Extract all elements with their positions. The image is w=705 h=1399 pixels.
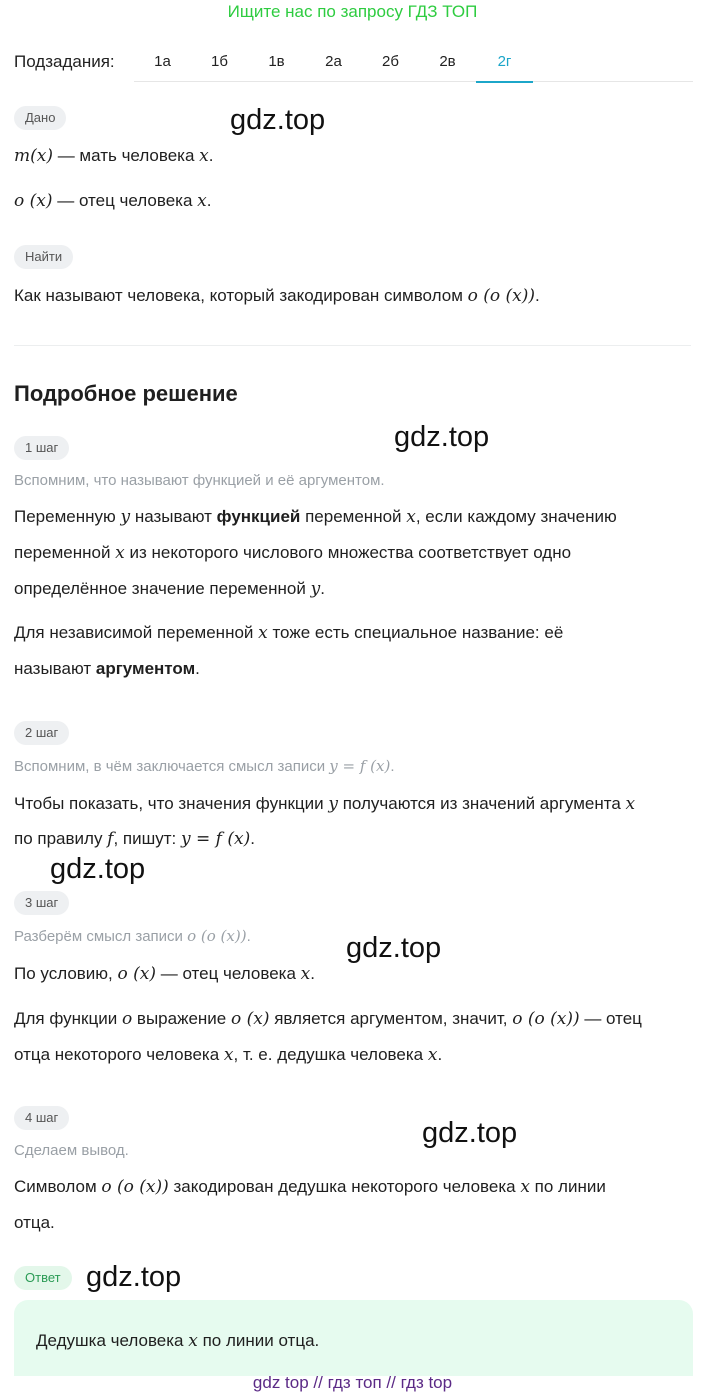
given-line-2: o (x) — отец человека x. xyxy=(14,191,212,211)
answer-badge: Ответ xyxy=(14,1266,72,1290)
given-line-1: m(x) — мать человека x. xyxy=(14,146,214,166)
step-2-line-2: по правилу f, пишут: y = f (x). xyxy=(14,829,255,849)
step-1-badge: 1 шаг xyxy=(14,436,69,460)
watermark: gdz.top xyxy=(230,104,326,136)
step-4-line-2: отца. xyxy=(14,1213,55,1232)
subtasks-label: Подзадания: xyxy=(14,52,115,71)
solution-title: Подробное решение xyxy=(14,381,238,406)
watermark: gdz.top xyxy=(346,932,442,964)
section-divider xyxy=(14,345,691,346)
step-1-line-3: определённое значение переменной y. xyxy=(14,579,325,599)
step-1-line-1: Переменную y называют функцией переменной x, если каждому значению xyxy=(14,507,617,527)
subtasks-bar xyxy=(0,42,705,82)
step-3-line-3: отца некоторого человека x, т. е. дедушка человека x. xyxy=(14,1045,443,1065)
step-1-line-4: Для независимой переменной x тоже есть специальное название: её xyxy=(14,623,564,643)
step-3-line-1: По условию, o (x) — отец человека x. xyxy=(14,964,315,984)
step-3-badge: 3 шаг xyxy=(14,891,69,915)
watermark: gdz.top xyxy=(50,853,146,885)
step-1-line-2: переменной x из некоторого числового множества соответствует одно xyxy=(14,543,572,563)
subtasks-tabs xyxy=(134,42,693,82)
step-3-hint: Разберём смысл записи o (o (x)). xyxy=(14,927,251,945)
tab-2v[interactable]: 2в xyxy=(439,53,456,70)
answer-box xyxy=(14,1300,693,1376)
step-1-hint: Вспомним, что называют функцией и её аргументом. xyxy=(14,472,385,489)
tab-1a[interactable]: 1а xyxy=(154,53,171,70)
watermark: gdz.top xyxy=(394,421,490,453)
step-3-line-2: Для функции o выражение o (x) является аргументом, значит, o (o (x)) — отец xyxy=(14,1009,642,1029)
step-1-line-5: называют аргументом. xyxy=(14,659,200,678)
step-4-hint: Сделаем вывод. xyxy=(14,1142,129,1159)
step-2-line-1: Чтобы показать, что значения функции y получаются из значений аргумента x xyxy=(14,794,636,814)
tab-2a[interactable]: 2а xyxy=(325,53,342,70)
find-badge: Найти xyxy=(14,245,73,269)
watermark: gdz.top xyxy=(422,1117,518,1149)
tab-1v[interactable]: 1в xyxy=(268,53,285,70)
tab-2b[interactable]: 2б xyxy=(382,53,399,70)
tab-2g[interactable]: 2г xyxy=(476,42,533,82)
footer-links[interactable]: gdz top // гдз топ // гдз top xyxy=(252,1373,453,1392)
given-badge: Дано xyxy=(14,106,66,130)
step-4-line-1: Символом o (o (x)) закодирован дедушка некоторого человека x по линии xyxy=(14,1177,606,1197)
find-text: Как называют человека, который закодирован символом o (o (x)). xyxy=(14,286,540,306)
watermark: gdz.top xyxy=(86,1261,182,1293)
promo-banner: Ищите нас по запросу ГДЗ ТОП xyxy=(227,2,478,21)
step-2-badge: 2 шаг xyxy=(14,721,69,745)
step-4-badge: 4 шаг xyxy=(14,1106,69,1130)
answer-text: Дедушка человека x по линии отца. xyxy=(36,1331,320,1351)
step-2-hint: Вспомним, в чём заключается смысл записи y = f (x). xyxy=(14,757,395,775)
tab-1b[interactable]: 1б xyxy=(211,53,228,70)
